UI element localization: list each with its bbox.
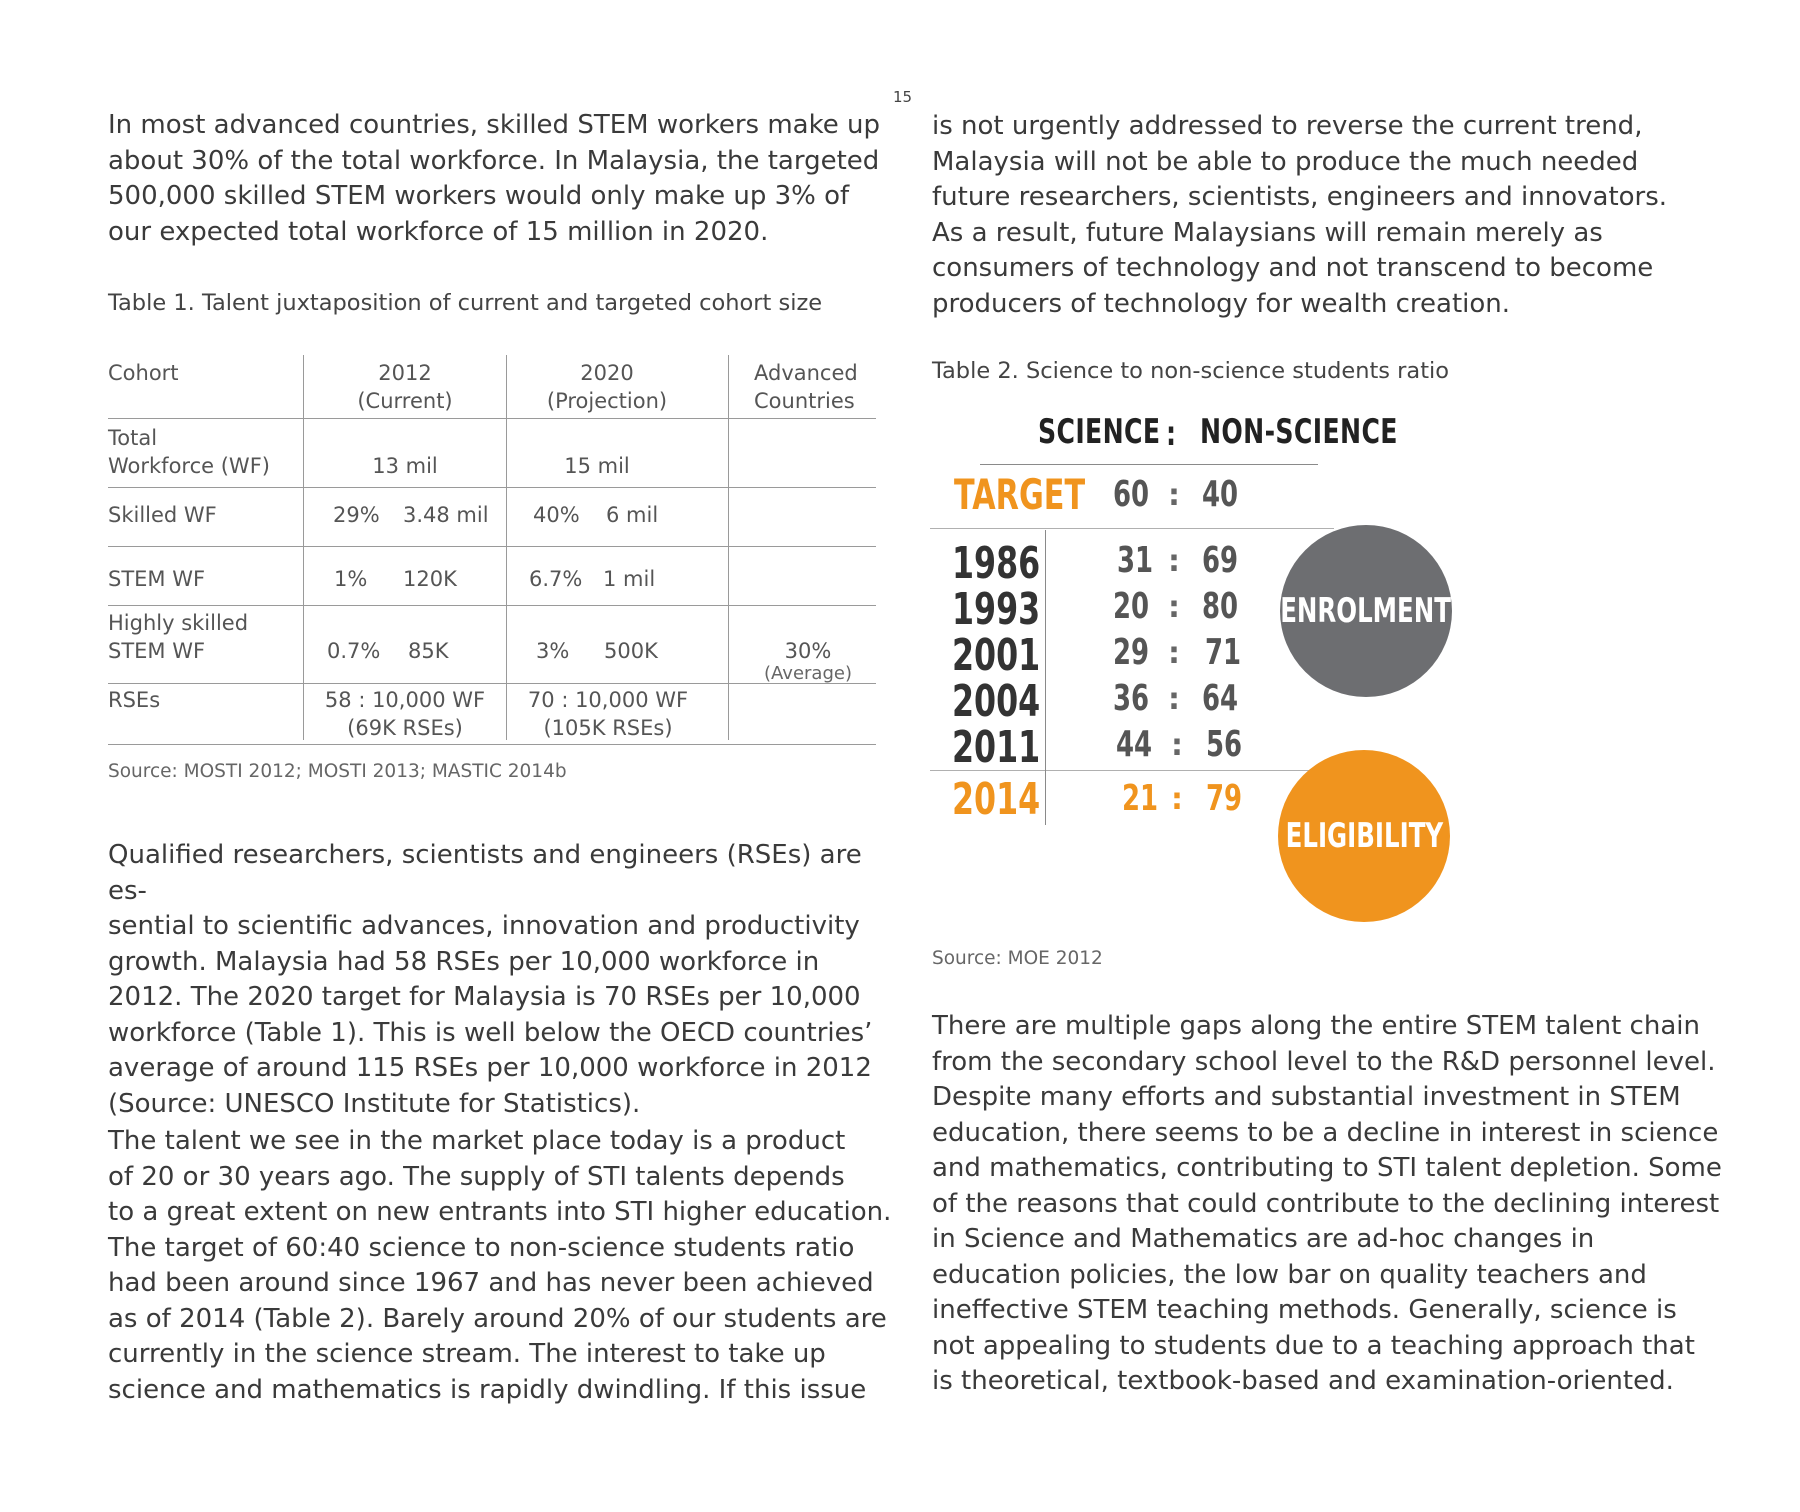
t2-colon-2014: : bbox=[1171, 782, 1183, 817]
t1-row1-cohort: Total Workforce (WF) bbox=[108, 426, 270, 478]
table1-caption: Table 1. Talent juxtaposition of current and targeted cohort size bbox=[108, 290, 823, 316]
t2-header-colon: : bbox=[1166, 414, 1177, 454]
t2-nonscience-1993: 80 bbox=[1202, 586, 1239, 627]
table1 bbox=[108, 355, 876, 740]
t2-year-2001: 2001 bbox=[952, 630, 1041, 681]
t1-row4-cohort: Highly skilled STEM WF bbox=[108, 611, 249, 663]
t2-nonscience-2011: 56 bbox=[1206, 724, 1243, 765]
left-paragraph-2: Qualified researchers, scientists and engineers (RSEs) are es- sential to scientific advances, innovation and productivity growth. Malaysia had 58 RSEs per 10,000 workforce in 2012. The 2020 target for Malaysia is 70 RSEs per 10,000 workforce (Table 1). This is well below the OECD countries’ average of around 115 RSEs per 10,000 workforce in 2012 (Source: UNESCO Institute for Statistics). bbox=[108, 840, 873, 1119]
t1-row3-2012-pct: 1% bbox=[334, 567, 368, 591]
t1-header-advanced: Advanced Countries bbox=[754, 361, 858, 413]
t2-nonscience-2001: 71 bbox=[1205, 632, 1242, 673]
t1-row3-2020-num: 1 mil bbox=[603, 567, 656, 591]
eligibility-badge-label: ELIGIBILITY bbox=[1285, 816, 1443, 856]
t1-row2-cohort: Skilled WF bbox=[108, 503, 217, 527]
t2-science-2004: 36 bbox=[1113, 678, 1150, 719]
eligibility-badge bbox=[1278, 750, 1450, 922]
t1-row4-2012-num: 85K bbox=[408, 639, 449, 663]
t2-header-science: SCIENCE bbox=[1038, 412, 1161, 452]
left-paragraph-1: In most advanced countries, skilled STEM workers make up about 30% of the total workforce. In Malaysia, the targeted 500,000 skilled STEM workers would only make up 3% of our expected total workforce of 15 million in 2020. bbox=[108, 110, 880, 247]
t1-row4-2012-pct: 0.7% bbox=[327, 639, 381, 663]
t1-row4-advanced: 30% bbox=[784, 639, 832, 663]
enrolment-badge bbox=[1280, 525, 1452, 697]
t1-row2-2012-pct: 29% bbox=[333, 503, 380, 527]
right-paragraph-2: There are multiple gaps along the entire STEM talent chain from the secondary school level to the R&D personnel level. Despite many efforts and substantial investment in STEM education, there seems to be a decline in interest in science and mathematics, contributing to STI talent depletion. Some of the reasons that could contribute to the declining interest in Science and Mathematics are ad-hoc changes in education policies, the low bar on quality teachers and ineffective STEM teaching methods. Generally, science is not appealing to students due to a teaching approach that is theoretical, textbook-based and examination-oriented. bbox=[932, 1011, 1722, 1396]
table2-graphic bbox=[930, 400, 1470, 920]
t1-header-2020: 2020 (Projection) bbox=[546, 361, 668, 413]
t2-header-nonscience: NON-SCIENCE bbox=[1200, 412, 1398, 452]
t2-science-1986: 31 bbox=[1117, 540, 1154, 581]
t1-row1-2020: 15 mil bbox=[564, 454, 630, 478]
t1-row2-2020-pct: 40% bbox=[533, 503, 580, 527]
t2-year-1986: 1986 bbox=[952, 538, 1041, 589]
t2-year-1993: 1993 bbox=[952, 584, 1041, 635]
t2-nonscience-1986: 69 bbox=[1202, 540, 1239, 581]
page-number: 15 bbox=[893, 88, 913, 106]
t2-colon-2004: : bbox=[1168, 682, 1180, 717]
t1-row4-2020-num: 500K bbox=[604, 639, 658, 663]
table1-source: Source: MOSTI 2012; MOSTI 2013; MASTIC 2014b bbox=[108, 761, 567, 782]
t1-row4-advanced-note: (Average) bbox=[764, 663, 852, 684]
t2-colon-1993: : bbox=[1168, 590, 1180, 625]
t2-nonscience-2004: 64 bbox=[1202, 678, 1239, 719]
t2-target-colon: : bbox=[1168, 478, 1180, 513]
t1-row5-2012: 58 : 10,000 WF (69K RSEs) bbox=[324, 688, 486, 740]
t2-year-2011: 2011 bbox=[952, 722, 1041, 773]
table2-source: Source: MOE 2012 bbox=[932, 948, 1103, 969]
t1-header-cohort: Cohort bbox=[108, 361, 179, 385]
t2-science-2011: 44 bbox=[1116, 724, 1153, 765]
table2-caption: Table 2. Science to non-science students ratio bbox=[932, 358, 1450, 384]
t1-row2-2020-num: 6 mil bbox=[606, 503, 659, 527]
t1-row5-cohort: RSEs bbox=[108, 688, 161, 712]
t2-target-science: 60 bbox=[1113, 474, 1150, 515]
t1-row1-2012: 13 mil bbox=[372, 454, 438, 478]
t1-header-2012: 2012 (Current) bbox=[357, 361, 453, 413]
t2-colon-2011: : bbox=[1171, 728, 1183, 763]
t1-row3-cohort: STEM WF bbox=[108, 567, 206, 591]
t2-year-2014: 2014 bbox=[952, 774, 1041, 825]
t2-year-2004: 2004 bbox=[952, 676, 1041, 727]
t1-row2-2012-num: 3.48 mil bbox=[403, 503, 489, 527]
t2-target-nonscience: 40 bbox=[1202, 474, 1239, 515]
right-paragraph-1: is not urgently addressed to reverse the current trend, Malaysia will not be able to produce the much needed future researchers, scientists, engineers and innovators. As a result, future Malaysians will remain merely as consumers of technology and not transcend to become producers of technology for wealth creation. bbox=[932, 111, 1668, 319]
t2-target-label: TARGET bbox=[954, 470, 1086, 519]
enrolment-badge-label: ENROLMENT bbox=[1280, 591, 1452, 631]
t2-nonscience-2014: 79 bbox=[1206, 778, 1243, 819]
t2-science-2001: 29 bbox=[1113, 632, 1150, 673]
t1-row5-2020: 70 : 10,000 WF (105K RSEs) bbox=[527, 688, 689, 740]
t1-row4-2020-pct: 3% bbox=[536, 639, 570, 663]
t2-science-2014: 21 bbox=[1122, 778, 1159, 819]
t1-row3-2012-num: 120K bbox=[403, 567, 457, 591]
t2-colon-1986: : bbox=[1168, 544, 1180, 579]
left-paragraph-3: The talent we see in the market place today is a product of 20 or 30 years ago. The supply of STI talents depends to a great extent on new entrants into STI higher education. The target of 60:40 science to non-science students ratio had been around since 1967 and has never been achieved as of 2014 (Table 2). Barely around 20% of our students are currently in the science stream. The interest to take up science and mathematics is rapidly dwindling. If this issue bbox=[108, 1126, 892, 1405]
t2-colon-2001: : bbox=[1168, 636, 1180, 671]
t1-row3-2020-pct: 6.7% bbox=[529, 567, 583, 591]
t2-science-1993: 20 bbox=[1113, 586, 1150, 627]
